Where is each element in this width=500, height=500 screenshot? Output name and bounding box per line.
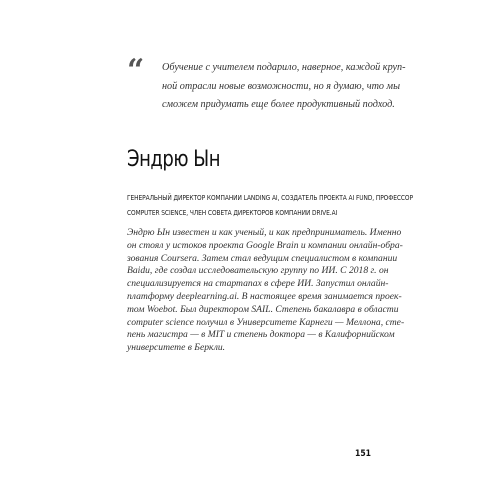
bio-line: специализируется на стартапах в сфере ИИ. Запустил онлайн- [127, 278, 389, 290]
bio-line: пень магистра — в MIT и степень доктора — в Калифорнийском [127, 329, 395, 341]
bio-line: он стоял у истоков проекта Google Brain и компании онлайн-обра- [127, 239, 403, 251]
bio-line: платформу deeplearning.ai. В настоящее время занимается проек- [127, 290, 402, 302]
person-bio [127, 227, 404, 355]
quote-line: Обучение с учителем подарило, наверное, каждой круп- [162, 62, 406, 73]
bio-line: Baidu, где создал исследовательскую группу по ИИ. С 2018 г. он [127, 265, 389, 277]
quote-mark-icon: “ [127, 53, 145, 88]
bio-line: computer science получил в Университете Карнеги — Меллона, сте- [127, 316, 405, 328]
role-line: ГЕНЕРАЛЬНЫЙ ДИРЕКТОР КОМПАНИИ LANDING AI, СОЗДАТЕЛЬ ПРОЕКТА AI FUND, ПРОФЕССОР [127, 193, 413, 202]
quote-line: сможем придумать еще более продуктивный подход. [162, 99, 395, 110]
person-role [127, 190, 413, 220]
bio-line: университете в Беркли. [127, 342, 226, 354]
page-number: 151 [355, 449, 371, 459]
bio-line: Эндрю Ын известен и как ученый, и как предприниматель. Именно [127, 227, 402, 238]
quote-block [162, 59, 406, 115]
person-name-heading: Эндрю Ын [127, 147, 221, 172]
quote-line: ной отрасли новые возможности, но я думаю, что мы [162, 80, 400, 92]
bio-line: зования Coursera. Затем стал ведущим специалистом в компании [127, 252, 398, 264]
bio-line: том Woebot. Был директором SAIL. Степень бакалавра в области [127, 303, 399, 315]
role-line: COMPUTER SCIENCE, ЧЛЕН СОВЕТА ДИРЕКТОРОВ КОМПАНИИ DRIVE.AI [127, 208, 338, 217]
